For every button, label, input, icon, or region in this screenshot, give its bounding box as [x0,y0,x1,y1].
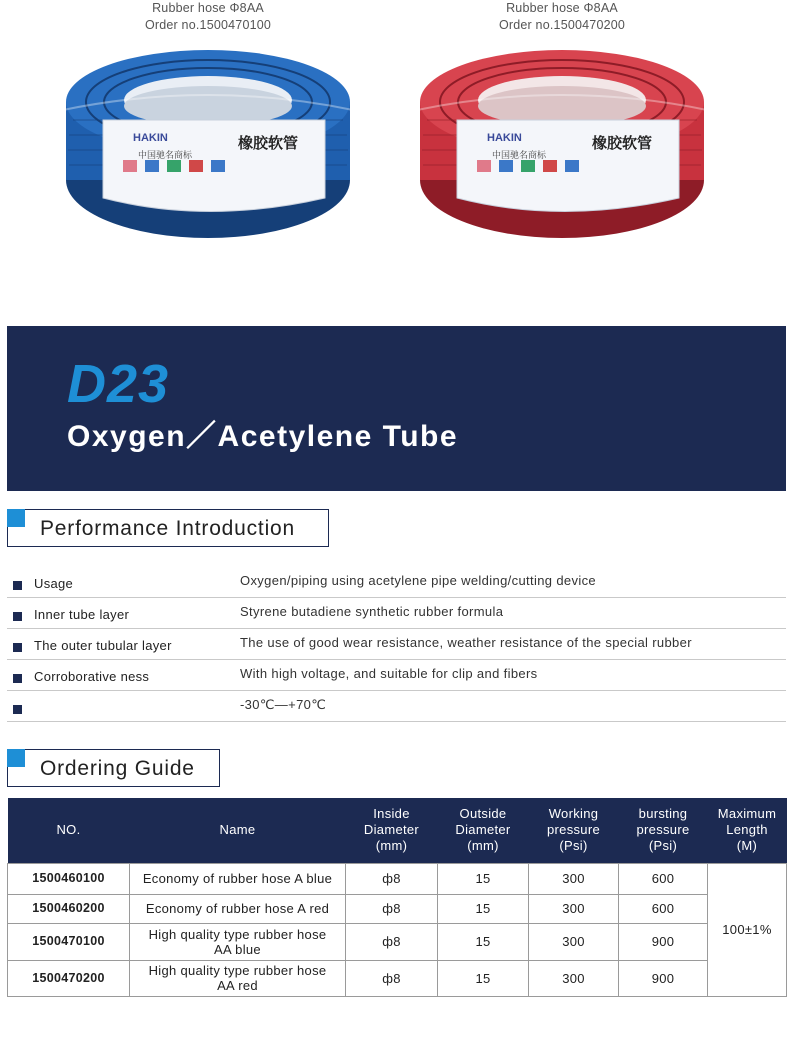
header-line: (Psi) [648,838,678,854]
header-line: (M) [736,838,758,854]
ordering-section-header [7,749,220,787]
table-header-row [8,798,787,863]
cell-name [130,923,346,960]
name-line: Economy of rubber hose A red [145,901,330,916]
cell-inside: ф8 [346,960,438,996]
col-header-no: NO. [8,798,130,863]
header-line: (Psi) [559,838,588,854]
bullet-square-icon [13,581,22,590]
cell-no: 1500470200 [8,960,130,996]
header-line: Maximum [717,806,777,822]
performance-value: Oxygen/piping using acetylene pipe welding/cutting device [240,573,597,588]
brand-label: HAKIN [133,132,168,144]
section-title: Performance Introduction [40,517,295,540]
cell-burst: 600 [619,863,708,894]
brand-label: HAKIN [487,132,522,144]
header-line: bursting [638,806,688,822]
cell-inside: ф8 [346,863,438,894]
cell-outside: 15 [438,960,529,996]
cell-working: 300 [529,960,619,996]
name-line: High quality type rubber hose [148,963,327,978]
header-line: Inside [373,806,410,822]
performance-label: Corroborative ness [34,669,150,684]
header-line: Working [548,806,599,822]
cell-outside: 15 [438,894,529,923]
table-row [8,923,787,960]
product-order-no: Order no.1500470100 [144,18,272,32]
col-header-name: Name [130,798,346,863]
model-number: D23 [67,354,170,414]
cell-name [130,863,346,894]
label-title-cn: 橡胶软管 [238,135,299,152]
cell-inside: ф8 [346,894,438,923]
table-row [8,863,787,894]
bullet-square-icon [13,705,22,714]
performance-value: With high voltage, and suitable for clip and fibers [240,666,538,681]
hose-coil-image-blue [63,40,353,250]
product-card-blue [58,0,358,250]
label-subtitle-cn: 中国驰名商标 [138,150,193,160]
product-banner [7,326,786,491]
product-card-red [412,0,712,250]
cell-burst: 900 [619,960,708,996]
label-title-cn: 橡胶软管 [592,135,653,152]
table-row [8,960,787,996]
performance-row [7,691,786,722]
name-line: Economy of rubber hose A blue [142,871,333,886]
cell-name [130,960,346,996]
label-subtitle-cn: 中国驰名商标 [492,150,547,160]
performance-row [7,660,786,691]
performance-value: -30℃—+70℃ [240,697,327,712]
bullet-square-icon [13,612,22,621]
performance-row [7,567,786,598]
cell-outside: 15 [438,923,529,960]
header-line: (mm) [375,838,408,854]
cell-name [130,894,346,923]
cell-working: 300 [529,863,619,894]
product-title: Oxygen／Acetylene Tube [67,420,459,453]
section-marker-icon [7,509,25,527]
hose-coil-image-red [417,40,707,250]
col-header-outside-diameter [438,798,529,863]
performance-label: Usage [34,576,74,591]
name-line: AA red [217,978,258,993]
header-line: pressure [547,822,600,838]
performance-value: The use of good wear resistance, weather resistance of the special rubber [240,635,692,650]
performance-list [7,567,786,722]
bullet-square-icon [13,674,22,683]
table-row [8,894,787,923]
header-line: Diameter [363,822,420,838]
cell-working: 300 [529,923,619,960]
name-line: High quality type rubber hose [148,926,327,942]
col-header-bursting-pressure [619,798,708,863]
cell-no: 1500460200 [8,894,130,923]
cell-max-length: 100±1% [708,863,787,996]
header-line: Length [726,822,768,838]
performance-label: Inner tube layer [34,607,130,622]
col-header-max-length [708,798,787,863]
hose-coil-illustration [417,40,707,250]
header-line: (mm) [467,838,499,854]
cell-no: 1500470100 [8,923,130,960]
cell-inside: ф8 [346,923,438,960]
header-line: Diameter [455,822,511,838]
cell-working: 300 [529,894,619,923]
cell-no: 1500460100 [8,863,130,894]
product-name: Rubber hose Φ8AA [152,1,264,15]
cell-burst: 600 [619,894,708,923]
product-name: Rubber hose Φ8AA [506,1,618,15]
section-title: Ordering Guide [40,757,195,780]
performance-row [7,629,786,660]
header-line: pressure [636,822,690,838]
col-header-working-pressure [529,798,619,863]
ordering-table [7,798,787,997]
product-order-no: Order no.1500470200 [498,18,626,32]
performance-label: The outer tubular layer [34,638,172,653]
performance-row [7,598,786,629]
performance-value: Styrene butadiene synthetic rubber formula [240,604,504,619]
bullet-square-icon [13,643,22,652]
hose-coil-illustration [63,40,353,250]
cell-burst: 900 [619,923,708,960]
name-line: AA blue [214,941,261,957]
section-marker-icon [7,749,25,767]
cell-outside: 15 [438,863,529,894]
header-line: Outside [459,806,507,822]
performance-section-header [7,509,329,547]
col-header-inside-diameter [346,798,438,863]
